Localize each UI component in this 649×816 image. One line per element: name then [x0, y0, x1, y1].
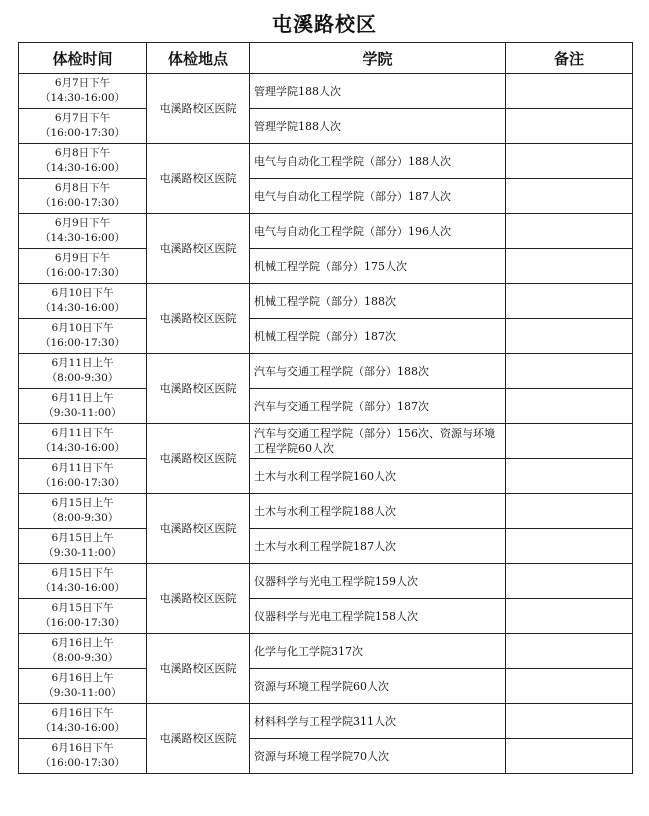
note-cell — [506, 669, 633, 704]
exam-date: 6月7日下午 — [54, 112, 111, 124]
time-cell — [19, 74, 147, 109]
exam-time-range: （14:30-16:00） — [39, 582, 126, 594]
note-cell — [506, 634, 633, 669]
location-cell: 屯溪路校区医院 — [147, 704, 250, 774]
header-note: 备注 — [506, 43, 633, 74]
table-row — [19, 284, 633, 319]
exam-time-range: （16:00-17:30） — [39, 267, 126, 279]
time-cell — [19, 529, 147, 564]
time-cell — [19, 284, 147, 319]
exam-date: 6月11日下午 — [51, 462, 114, 474]
exam-date: 6月16日下午 — [51, 707, 114, 719]
exam-date: 6月16日上午 — [51, 637, 114, 649]
note-cell — [506, 214, 633, 249]
college-cell: 材料科学与工程学院311人次 — [250, 704, 506, 739]
table-row — [19, 179, 633, 214]
exam-date: 6月11日下午 — [51, 427, 114, 439]
time-cell — [19, 599, 147, 634]
college-cell: 机械工程学院（部分）187次 — [250, 319, 506, 354]
note-cell — [506, 74, 633, 109]
schedule-table — [18, 42, 633, 774]
table-row — [19, 144, 633, 179]
table-row — [19, 599, 633, 634]
exam-time-range: （14:30-16:00） — [39, 442, 126, 454]
college-cell: 仪器科学与光电工程学院158人次 — [250, 599, 506, 634]
exam-date: 6月7日下午 — [54, 77, 111, 89]
time-cell — [19, 144, 147, 179]
table-row — [19, 354, 633, 389]
exam-time-range: （14:30-16:00） — [39, 92, 126, 104]
table-row — [19, 109, 633, 144]
exam-date: 6月11日上午 — [51, 357, 114, 369]
exam-time-range: （8:00-9:30） — [46, 372, 119, 384]
time-cell — [19, 634, 147, 669]
exam-date: 6月10日下午 — [51, 322, 114, 334]
time-cell — [19, 319, 147, 354]
header-college: 学院 — [250, 43, 506, 74]
note-cell — [506, 459, 633, 494]
note-cell — [506, 599, 633, 634]
table-row — [19, 459, 633, 494]
note-cell — [506, 494, 633, 529]
table-row — [19, 669, 633, 704]
location-cell: 屯溪路校区医院 — [147, 214, 250, 284]
table-row — [19, 494, 633, 529]
exam-date: 6月15日上午 — [51, 497, 114, 509]
college-cell: 化学与化工学院317次 — [250, 634, 506, 669]
location-cell: 屯溪路校区医院 — [147, 564, 250, 634]
time-cell — [19, 739, 147, 774]
header-row — [19, 43, 633, 74]
time-cell — [19, 249, 147, 284]
table-row — [19, 634, 633, 669]
exam-time-range: （16:00-17:30） — [39, 757, 126, 769]
table-row — [19, 249, 633, 284]
note-cell — [506, 319, 633, 354]
location-cell: 屯溪路校区医院 — [147, 144, 250, 214]
location-cell: 屯溪路校区医院 — [147, 494, 250, 564]
exam-time-range: （9:30-11:00） — [43, 407, 122, 419]
college-cell: 土木与水利工程学院187人次 — [250, 529, 506, 564]
time-cell — [19, 354, 147, 389]
note-cell — [506, 529, 633, 564]
location-cell: 屯溪路校区医院 — [147, 74, 250, 144]
note-cell — [506, 109, 633, 144]
time-cell — [19, 459, 147, 494]
exam-time-range: （14:30-16:00） — [39, 232, 126, 244]
exam-date: 6月15日上午 — [51, 532, 114, 544]
note-cell — [506, 284, 633, 319]
exam-date: 6月11日上午 — [51, 392, 114, 404]
exam-time-range: （16:00-17:30） — [39, 477, 126, 489]
college-cell: 汽车与交通工程学院（部分）188次 — [250, 354, 506, 389]
exam-time-range: （8:00-9:30） — [46, 512, 119, 524]
header-time: 体检时间 — [19, 43, 147, 74]
exam-time-range: （14:30-16:00） — [39, 722, 126, 734]
table-row — [19, 739, 633, 774]
exam-time-range: （14:30-16:00） — [39, 162, 126, 174]
note-cell — [506, 249, 633, 284]
college-cell: 汽车与交通工程学院（部分）156次、资源与环境工程学院60人次 — [250, 424, 506, 459]
page-title: 屯溪路校区 — [272, 12, 377, 36]
location-cell: 屯溪路校区医院 — [147, 284, 250, 354]
time-cell — [19, 669, 147, 704]
note-cell — [506, 389, 633, 424]
exam-time-range: （16:00-17:30） — [39, 197, 126, 209]
note-cell — [506, 179, 633, 214]
exam-date: 6月16日上午 — [51, 672, 114, 684]
schedule-body — [19, 74, 633, 774]
table-row — [19, 564, 633, 599]
table-row — [19, 389, 633, 424]
note-cell — [506, 739, 633, 774]
time-cell — [19, 389, 147, 424]
exam-time-range: （9:30-11:00） — [43, 687, 122, 699]
college-cell: 电气与自动化工程学院（部分）196人次 — [250, 214, 506, 249]
exam-date: 6月15日下午 — [51, 602, 114, 614]
note-cell — [506, 704, 633, 739]
table-row — [19, 529, 633, 564]
note-cell — [506, 424, 633, 459]
college-cell: 电气与自动化工程学院（部分）188人次 — [250, 144, 506, 179]
college-cell: 资源与环境工程学院60人次 — [250, 669, 506, 704]
exam-date: 6月9日下午 — [54, 252, 111, 264]
exam-time-range: （8:00-9:30） — [46, 652, 119, 664]
exam-date: 6月15日下午 — [51, 567, 114, 579]
exam-time-range: （16:00-17:30） — [39, 617, 126, 629]
note-cell — [506, 564, 633, 599]
table-row — [19, 74, 633, 109]
college-cell: 机械工程学院（部分）175人次 — [250, 249, 506, 284]
table-row — [19, 704, 633, 739]
college-cell: 电气与自动化工程学院（部分）187人次 — [250, 179, 506, 214]
exam-date: 6月8日下午 — [54, 182, 111, 194]
location-cell: 屯溪路校区医院 — [147, 634, 250, 704]
time-cell — [19, 214, 147, 249]
exam-date: 6月16日下午 — [51, 742, 114, 754]
table-row — [19, 214, 633, 249]
college-cell: 管理学院188人次 — [250, 109, 506, 144]
college-cell: 资源与环境工程学院70人次 — [250, 739, 506, 774]
exam-date: 6月9日下午 — [54, 217, 111, 229]
college-cell: 汽车与交通工程学院（部分）187次 — [250, 389, 506, 424]
table-row — [19, 424, 633, 459]
table-row — [19, 319, 633, 354]
exam-date: 6月8日下午 — [54, 147, 111, 159]
note-cell — [506, 144, 633, 179]
time-cell — [19, 704, 147, 739]
note-cell — [506, 354, 633, 389]
college-cell: 土木与水利工程学院188人次 — [250, 494, 506, 529]
exam-date: 6月10日下午 — [51, 287, 114, 299]
college-cell: 土木与水利工程学院160人次 — [250, 459, 506, 494]
college-cell: 仪器科学与光电工程学院159人次 — [250, 564, 506, 599]
time-cell — [19, 179, 147, 214]
time-cell — [19, 494, 147, 529]
time-cell — [19, 424, 147, 459]
exam-time-range: （16:00-17:30） — [39, 337, 126, 349]
header-location: 体检地点 — [147, 43, 250, 74]
exam-time-range: （9:30-11:00） — [43, 547, 122, 559]
college-cell: 机械工程学院（部分）188次 — [250, 284, 506, 319]
exam-time-range: （14:30-16:00） — [39, 302, 126, 314]
time-cell — [19, 564, 147, 599]
time-cell — [19, 109, 147, 144]
location-cell: 屯溪路校区医院 — [147, 424, 250, 494]
college-cell: 管理学院188人次 — [250, 74, 506, 109]
location-cell: 屯溪路校区医院 — [147, 354, 250, 424]
exam-time-range: （16:00-17:30） — [39, 127, 126, 139]
